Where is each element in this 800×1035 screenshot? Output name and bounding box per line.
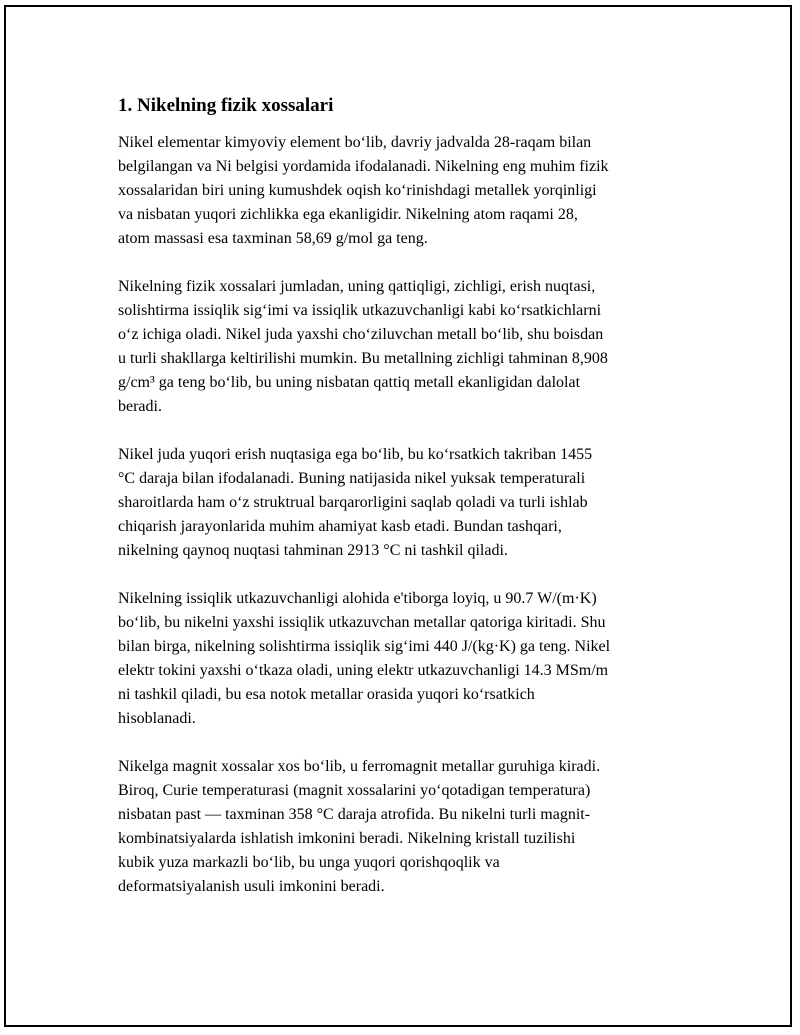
paragraph-3: Nikel juda yuqori erish nuqtasiga ega bo‘lib, bu ko‘rsatkich takriban 1455 °C daraja bilan ifodalanadi. Buning natijasida nikel yuksak temperaturali sharoitlarda ham o‘z struktrual barqarorligini saqlab qoladi va turli ishlab chiqarish jarayonlarida muhim ahamiyat kasb etadi. Bundan tashqari, nikelning qaynoq nuqtasi tahminan 2913 °C ni tashkil qiladi.	[118, 446, 593, 559]
document-body	[118, 94, 718, 923]
paragraph-5: Nikelga magnit xossalar xos bo‘lib, u ferromagnit metallar guruhiga kiradi. Biroq, Curie temperaturasi (magnit xossalarini yo‘qotadigan temperatura) nisbatan past — taxminan 358 °C daraja atrofida. Bu nikelni turli magnit- kombinatsiyalarda ishlatish imkonini beradi. Nikelning kristall tuzilishi kubik yuza markazli bo‘lib, bu unga yuqori qorishqoqlik va deformatsiyalanish usuli imkonini beradi.	[118, 758, 601, 895]
section-heading: 1. Nikelning fizik xossalari	[118, 95, 334, 116]
paragraph-4: Nikelning issiqlik utkazuvchanligi alohida e'tiborga loyiq, u 90.7 W/(m·K) bo‘lib, bu nikelni yaxshi issiqlik utkazuvchan metallar qatoriga kiritadi. Shu bilan birga, nikelning solishtirma issiqlik sig‘imi 440 J/(kg·K) ga teng. Nikel elektr tokini yaxshi o‘tkaza oladi, uning elektr utkazuvchanligi 14.3 MSm/m ni tashkil qiladi, bu esa notok metallar orasida yuqori ko‘rsatkich hisoblanadi.	[118, 590, 611, 727]
paragraph-2: Nikelning fizik xossalari jumladan, uning qattiqligi, zichligi, erish nuqtasi, solishtirma issiqlik sig‘imi va issiqlik utkazuvchanligi kabi ko‘rsatkichlarni o‘z ichiga oladi. Nikel juda yaxshi cho‘ziluvchan metall bo‘lib, shu boisdan u turli shakllarga keltirilishi mumkin. Bu metallning zichligi tahminan 8,908 g/cm³ ga teng bo‘lib, bu uning nisbatan qattiq metall ekanligidan dalolat beradi.	[118, 278, 608, 415]
paragraph-1: Nikel elementar kimyoviy element bo‘lib, davriy jadvalda 28-raqam bilan belgilangan va Ni belgisi yordamida ifodalanadi. Nikelning eng muhim fizik xossalaridan biri uning kumushdek oqish ko‘rinishdagi metallek yorqinligi va nisbatan yuqori zichlikka ega ekanligidir. Nikelning atom raqami 28, atom massasi esa taxminan 58,69 g/mol ga teng.	[118, 134, 609, 247]
